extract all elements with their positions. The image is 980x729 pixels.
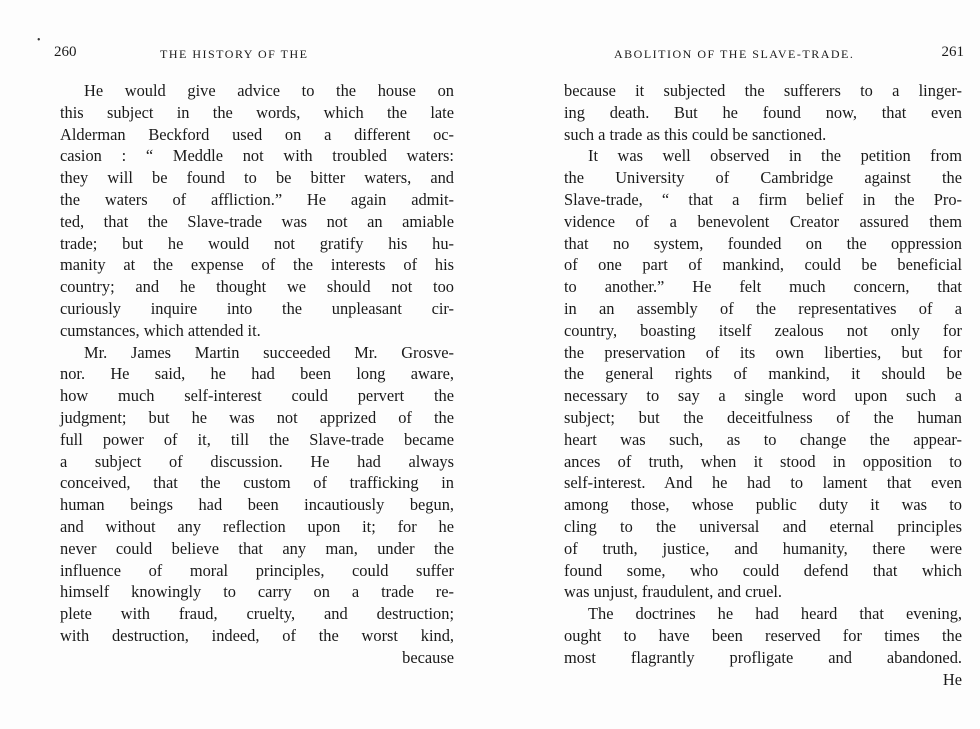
- text-line: found some, who could defend that which: [564, 560, 962, 580]
- text-line: was unjust, fraudulent, and cruel.: [564, 582, 783, 602]
- text-line: judgment; but he was not apprized of the: [60, 407, 454, 427]
- text-line: Alderman Beckford used on a different oc-: [60, 124, 454, 144]
- text-line: self-interest. And he had to lament that even: [564, 473, 962, 493]
- text-line: most flagrantly profligate and abandoned.: [564, 647, 962, 667]
- text-line: the preservation of its own liberties, but for: [564, 342, 962, 362]
- text-line: such a trade as this could be sanctioned.: [564, 124, 827, 144]
- left-page-number: 260: [54, 44, 77, 60]
- text-line: that no system, founded on the oppression: [564, 233, 962, 253]
- text-line: It was well observed in the petition from: [588, 146, 962, 166]
- text-line: Mr. James Martin succeeded Mr. Grosve-: [84, 342, 454, 362]
- text-line: this subject in the words, which the late: [60, 102, 454, 122]
- text-line: cling to the universal and eternal principles: [564, 516, 962, 536]
- text-line: He would give advice to the house on: [84, 81, 454, 100]
- left-body-text: [60, 80, 454, 669]
- right-page-number: 261: [941, 44, 964, 60]
- right-running-head: [614, 44, 964, 67]
- text-line: of truth, justice, and humanity, there were: [564, 538, 962, 558]
- text-line: country, boasting itself zealous not only for: [564, 320, 962, 340]
- text-line: they will be found to be bitter waters, and: [60, 168, 454, 188]
- text-line: ted, that the Slave-trade was not an amiable: [60, 211, 454, 231]
- text-line: He: [942, 669, 962, 689]
- text-line: among those, whose public duty it was to: [564, 495, 962, 515]
- text-line: cumstances, which attended it.: [60, 320, 261, 340]
- text-line: plete with fraud, cruelty, and destruction;: [60, 604, 454, 624]
- text-line: because it subjected the sufferers to a linger-: [564, 81, 962, 100]
- text-line: heart was such, as to change the appear-: [564, 429, 962, 449]
- left-running-head: [54, 44, 454, 67]
- left-running-title: THE HISTORY OF THE: [160, 47, 309, 61]
- text-line: himself knowingly to carry on a trade re-: [60, 582, 454, 602]
- print-speck: •: [37, 35, 41, 46]
- text-line: human beings had been incautiously begun,: [60, 495, 454, 515]
- text-line: nor. He said, he had been long aware,: [60, 364, 454, 384]
- text-line: influence of moral principles, could suffer: [60, 560, 454, 580]
- right-running-title: ABOLITION OF THE SLAVE-TRADE.: [614, 47, 855, 61]
- text-line: trade; but he would not gratify his hu-: [60, 233, 454, 253]
- right-page: [490, 0, 980, 729]
- text-line: Slave-trade, “ that a firm belief in the Pro-: [564, 189, 962, 209]
- text-line: ances of truth, when it stood in opposition to: [564, 451, 962, 471]
- text-line: vidence of a benevolent Creator assured them: [564, 211, 962, 231]
- text-line: of one part of mankind, could be beneficial: [564, 255, 962, 275]
- text-line: the waters of affliction.” He again admit-: [60, 189, 454, 209]
- text-line: a subject of discussion. He had always: [60, 451, 454, 471]
- text-line: the University of Cambridge against the: [564, 168, 962, 188]
- text-line: in an assembly of the representatives of a: [564, 298, 962, 318]
- text-line: manity at the expense of the interests of his: [60, 255, 454, 275]
- text-line: curiously inquire into the unpleasant cir-: [60, 298, 454, 318]
- text-line: necessary to say a single word upon such a: [564, 386, 962, 406]
- text-line: conceived, that the custom of trafficking in: [60, 473, 454, 493]
- text-line: full power of it, till the Slave-trade became: [60, 429, 454, 449]
- text-line: with destruction, indeed, of the worst kind,: [60, 625, 454, 645]
- text-line: casion : “ Meddle not with troubled waters:: [60, 146, 454, 166]
- text-line: the general rights of mankind, it should be: [564, 364, 962, 384]
- right-body-text: [564, 80, 962, 690]
- text-line: subject; but the deceitfulness of the human: [564, 407, 962, 427]
- text-line: country; and he thought we should not too: [60, 277, 454, 297]
- text-line: because: [402, 647, 454, 667]
- text-line: how much self-interest could pervert the: [60, 386, 454, 406]
- text-line: and without any reflection upon it; for he: [60, 516, 454, 536]
- text-line: to another.” He felt much concern, that: [564, 277, 962, 297]
- text-line: The doctrines he had heard that evening,: [588, 604, 962, 624]
- text-line: ing death. But he found now, that even: [564, 102, 962, 122]
- text-line: never could believe that any man, under the: [60, 538, 454, 558]
- text-line: ought to have been reserved for times the: [564, 625, 962, 645]
